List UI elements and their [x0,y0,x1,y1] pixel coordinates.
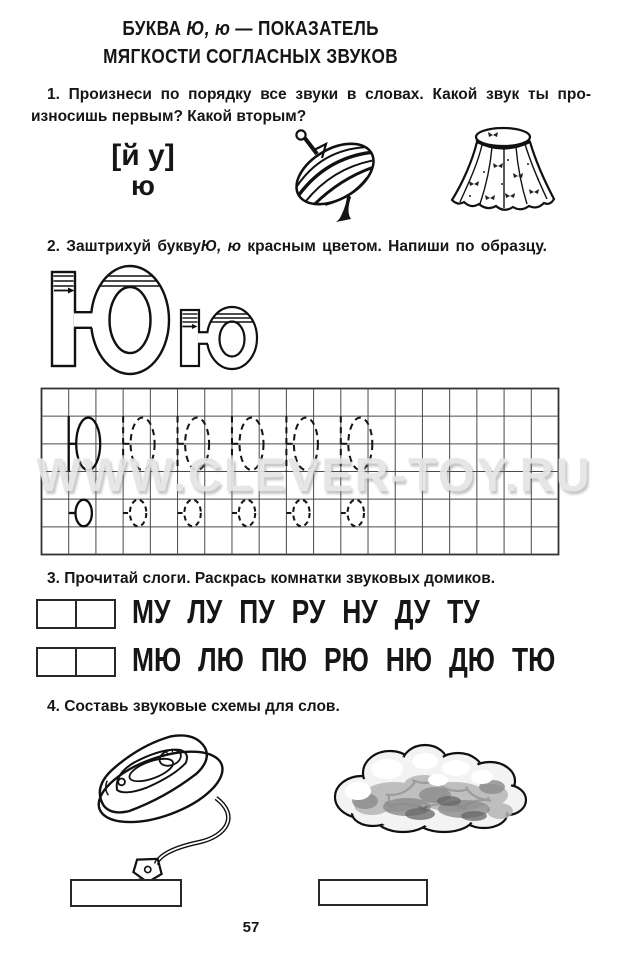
syllable: РЮ [323,641,369,678]
sound-transcription-block [110,141,176,201]
sound-house-cell[interactable] [38,649,77,675]
sound-scheme-box-iron[interactable] [70,879,182,907]
syllable: ДЮ [449,641,496,678]
sound-house-cell[interactable] [38,601,77,627]
page-title-line1 [0,17,502,41]
syllables-soft [132,641,555,679]
task1-text-line1: 1. Произнеси по порядку все звуки в словах. Какой звук ты про- [47,86,591,103]
iron-image [76,714,238,882]
outline-letter-yu-small [181,307,257,369]
task3-heading: 3. Прочитай слоги. Раскрась комнатки звуковых домиков. [47,570,496,587]
syllable: НУ [342,593,378,630]
syllable: ЛУ [187,593,223,630]
page-number: 57 [242,919,260,936]
page-title-line2: МЯГКОСТИ СОГЛАСНЫХ ЗВУКОВ [103,45,399,68]
sound-scheme-box-cloud[interactable] [318,879,428,906]
syllable: ТЮ [511,641,556,678]
spinning-top-image [281,124,389,226]
syllable: РУ [291,593,326,630]
syllable: ПУ [239,593,275,630]
syllable: ДУ [394,593,431,630]
syllables-hard [132,593,480,631]
sound-house-cell[interactable] [77,601,114,627]
syllable: НЮ [385,641,433,678]
skirt-image [446,124,560,226]
title-text-suffix: — ПОКАЗАТЕЛЬ [230,17,380,40]
outline-letter-Yu-capital [52,266,169,374]
sound-house-box [36,647,116,677]
syllable: ТУ [447,593,480,630]
syllable: МЮ [132,641,182,678]
sample-letters-outline[interactable] [40,256,270,381]
syllable: ЛЮ [198,641,244,678]
syllable: МУ [132,593,171,630]
sound-house-cell[interactable] [77,649,114,675]
sound-house-box [36,599,116,629]
site-watermark: WWW.CLEVER-TOY.RU [36,448,592,501]
sound-transcription: [й у] [111,139,175,172]
cloud-image [332,737,528,834]
title-letter-pair: Ю, ю [186,17,231,40]
task2-letter-pair: Ю, ю [200,238,242,255]
letter-yu-small: ю [131,170,155,201]
task1-text-line2: износишь первым? Какой вторым? [31,108,307,125]
task4-heading: 4. Составь звуковые схемы для слов. [47,698,340,715]
syllable: ПЮ [260,641,308,678]
task2-text: 2. Заштрихуй буквуЮ, ю красным цветом. Напиши по образцу. [47,238,547,255]
title-text: БУКВА [122,17,187,40]
